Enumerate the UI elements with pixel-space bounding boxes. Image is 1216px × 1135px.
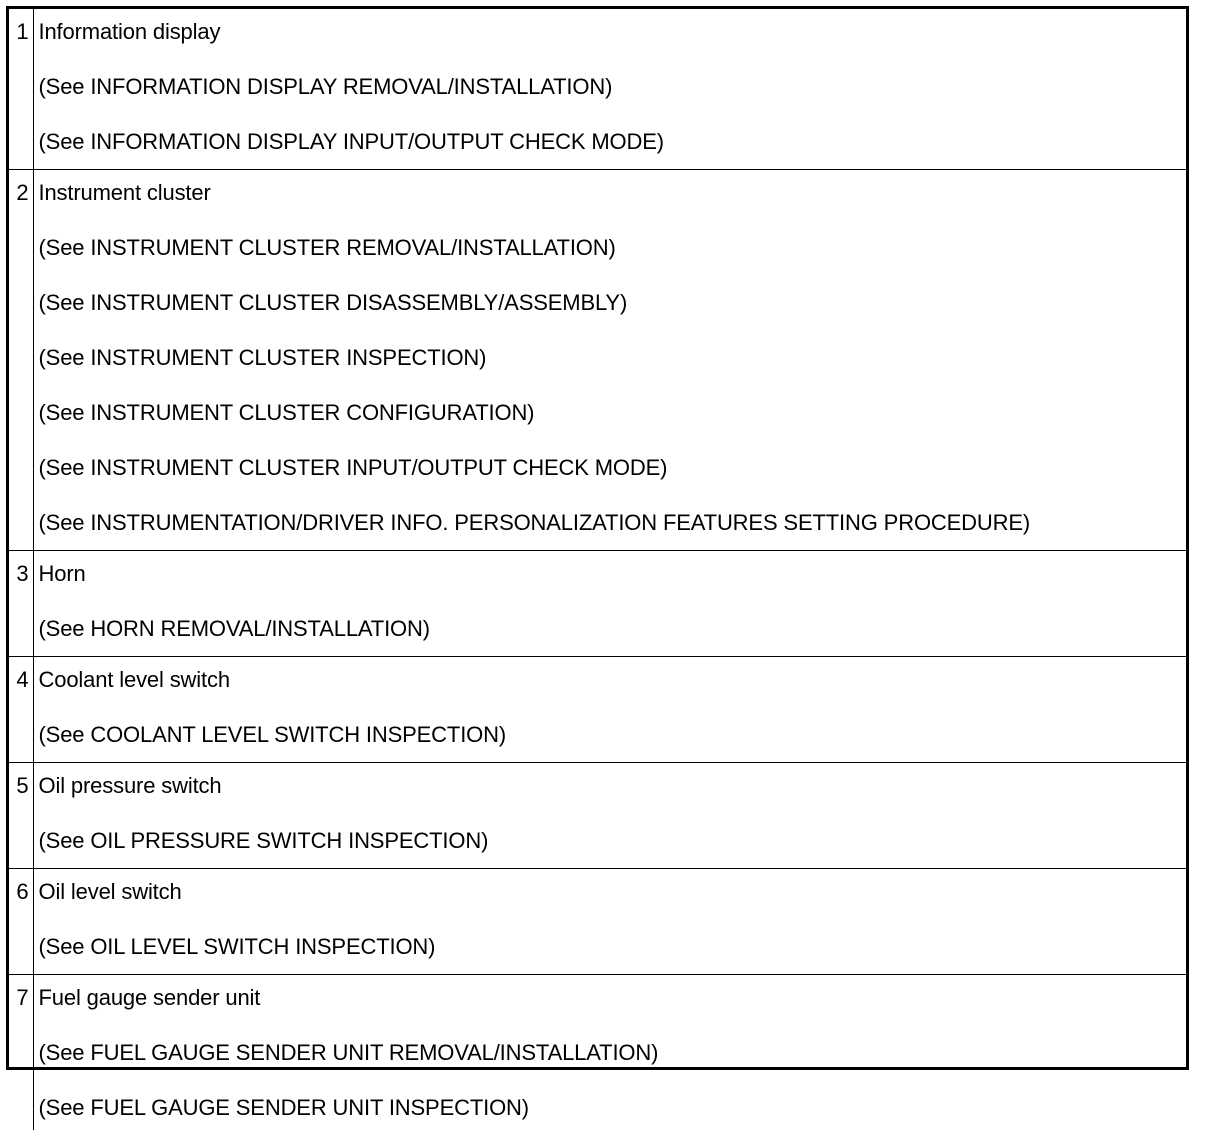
reference-link[interactable]: (See INFORMATION DISPLAY INPUT/OUTPUT CHECK MODE) xyxy=(38,129,664,154)
table-row xyxy=(9,170,1186,551)
table-row xyxy=(9,763,1186,869)
component-title: Oil level switch xyxy=(38,879,182,904)
component-title: Oil pressure switch xyxy=(38,773,222,798)
reference-link[interactable]: (See COOLANT LEVEL SWITCH INSPECTION) xyxy=(38,722,507,747)
row-content-cell xyxy=(33,975,1186,1131)
reference-link[interactable]: (See INSTRUMENT CLUSTER DISASSEMBLY/ASSEMBLY) xyxy=(38,290,628,315)
row-number: 1 xyxy=(16,19,29,44)
row-content-cell xyxy=(33,170,1186,551)
row-number-cell xyxy=(9,975,33,1131)
component-title: Horn xyxy=(38,561,86,586)
table-row xyxy=(9,551,1186,657)
row-number-cell xyxy=(9,763,33,869)
row-content-cell xyxy=(33,869,1186,975)
table-row xyxy=(9,9,1186,170)
reference-link[interactable]: (See FUEL GAUGE SENDER UNIT REMOVAL/INSTALLATION) xyxy=(38,1040,659,1065)
row-number: 4 xyxy=(16,667,29,692)
row-number-cell xyxy=(9,9,33,170)
reference-link[interactable]: (See INSTRUMENT CLUSTER REMOVAL/INSTALLATION) xyxy=(38,235,616,260)
table-row xyxy=(9,869,1186,975)
row-number: 6 xyxy=(16,879,29,904)
row-number: 7 xyxy=(16,985,29,1010)
row-content-cell xyxy=(33,763,1186,869)
table-body xyxy=(9,9,1186,1130)
reference-link[interactable]: (See INSTRUMENT CLUSTER CONFIGURATION) xyxy=(38,400,535,425)
row-number-cell xyxy=(9,657,33,763)
row-content-cell xyxy=(33,657,1186,763)
row-content-cell xyxy=(33,9,1186,170)
reference-link[interactable]: (See INSTRUMENT CLUSTER INSPECTION) xyxy=(38,345,487,370)
table-row xyxy=(9,975,1186,1131)
reference-link[interactable]: (See OIL LEVEL SWITCH INSPECTION) xyxy=(38,934,436,959)
reference-link[interactable]: (See HORN REMOVAL/INSTALLATION) xyxy=(38,616,430,641)
reference-link[interactable]: (See FUEL GAUGE SENDER UNIT INSPECTION) xyxy=(38,1095,529,1120)
row-content-cell xyxy=(33,551,1186,657)
component-title: Fuel gauge sender unit xyxy=(38,985,261,1010)
component-title: Coolant level switch xyxy=(38,667,230,692)
table-row xyxy=(9,657,1186,763)
row-number: 5 xyxy=(16,773,29,798)
reference-link[interactable]: (See OIL PRESSURE SWITCH INSPECTION) xyxy=(38,828,489,853)
row-number-cell xyxy=(9,170,33,551)
row-number-cell xyxy=(9,869,33,975)
row-number: 2 xyxy=(16,180,29,205)
component-title: Information display xyxy=(38,19,221,44)
reference-link[interactable]: (See INSTRUMENT CLUSTER INPUT/OUTPUT CHECK MODE) xyxy=(38,455,668,480)
row-number: 3 xyxy=(16,561,29,586)
component-reference-table xyxy=(6,6,1189,1120)
component-title: Instrument cluster xyxy=(38,180,211,205)
reference-link[interactable]: (See INFORMATION DISPLAY REMOVAL/INSTALLATION) xyxy=(38,74,613,99)
reference-link[interactable]: (See INSTRUMENTATION/DRIVER INFO. PERSONALIZATION FEATURES SETTING PROCEDURE) xyxy=(38,510,1031,535)
component-table xyxy=(9,9,1186,1130)
row-number-cell xyxy=(9,551,33,657)
